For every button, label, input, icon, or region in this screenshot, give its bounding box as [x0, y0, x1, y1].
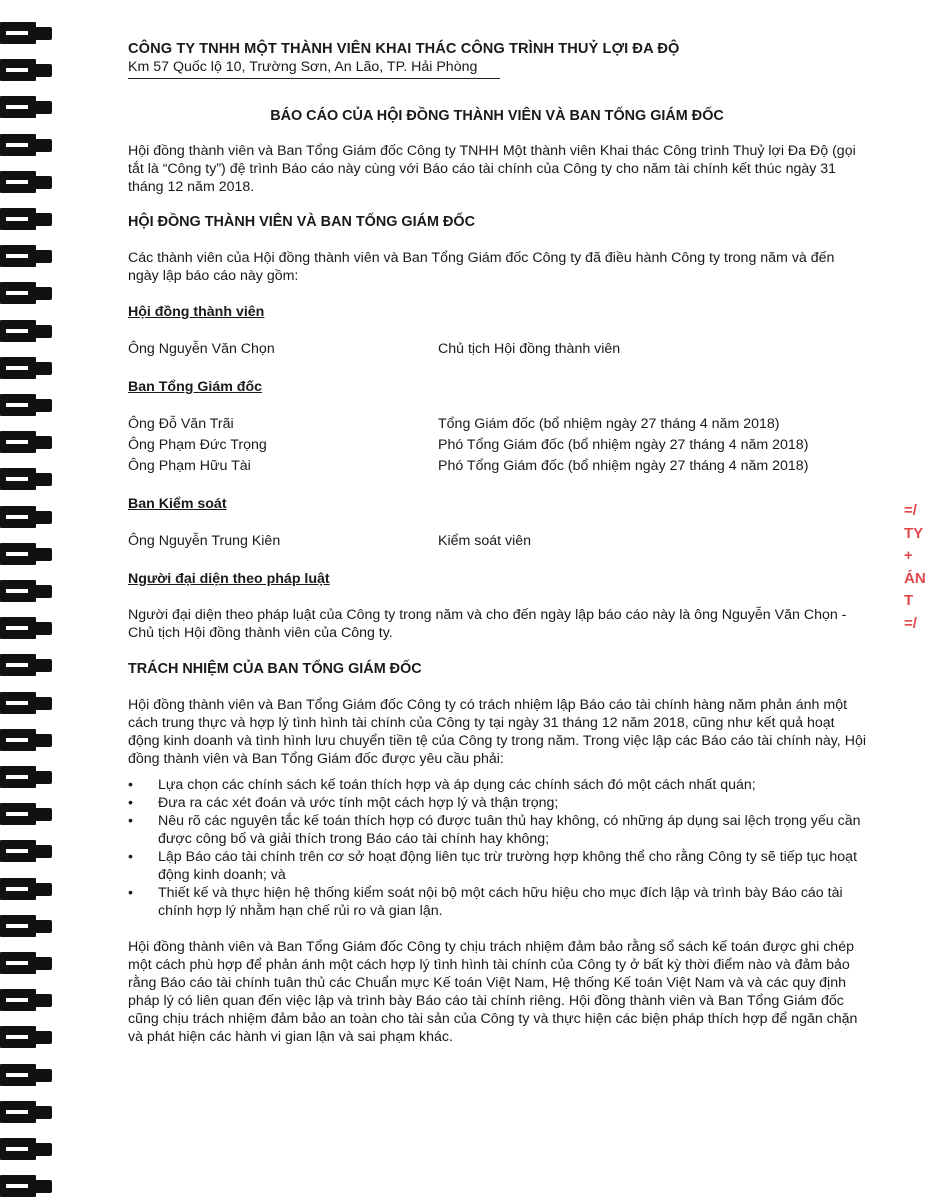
member-role: Kiểm soát viên	[438, 533, 532, 549]
member-role: Tổng Giám đốc (bổ nhiệm ngày 27 tháng 4 năm 2018)	[438, 416, 780, 432]
binding-ring	[0, 96, 52, 118]
binding-ring	[0, 580, 52, 602]
member-row	[128, 456, 866, 477]
member-name: Ông Phạm Hữu Tài	[128, 458, 251, 474]
company-name: CÔNG TY TNHH MỘT THÀNH VIÊN KHAI THÁC CÔNG TRÌNH THUỶ LỢI ĐA ĐỘ	[128, 41, 680, 57]
list-item	[128, 794, 866, 812]
binding-ring	[0, 282, 52, 304]
member-name: Ông Nguyễn Trung Kiên	[128, 533, 281, 549]
stamp-text: T	[904, 592, 914, 609]
management-heading: Ban Tổng Giám đốc	[128, 379, 262, 395]
duty-text: Đưa ra các xét đoán và ước tính một cách hợp lý và thận trọng;	[158, 795, 559, 811]
red-stamp-fragment	[904, 500, 927, 670]
bullet-icon: •	[128, 813, 133, 829]
binding-ring	[0, 59, 52, 81]
intro-paragraph: Hội đồng thành viên và Ban Tổng Giám đốc Công ty TNHH Một thành viên Khai thác Công trình Thuỷ lợi Đa Độ (gọi tắt là “Công ty”) đệ trình Báo cáo này cùng với Báo cáo tài chính của Công ty cho năm tài chính kết thúc ngày 31 tháng 12 năm 2018.	[128, 143, 856, 195]
binding-ring	[0, 692, 52, 714]
binding-ring	[0, 1138, 52, 1160]
binding-ring	[0, 394, 52, 416]
responsibility-heading: TRÁCH NHIỆM CỦA BAN TỔNG GIÁM ĐỐC	[128, 661, 422, 677]
board-member-list	[128, 339, 866, 360]
supervisory-member-list	[128, 531, 866, 552]
binding-ring	[0, 1101, 52, 1123]
members-intro: Các thành viên của Hội đồng thành viên và Ban Tổng Giám đốc Công ty đã điều hành Công ty trong năm và đến ngày lập báo cáo này gồm:	[128, 250, 835, 284]
member-name: Ông Phạm Đức Trọng	[128, 437, 267, 453]
list-item	[128, 776, 866, 794]
supervisory-heading: Ban Kiểm soát	[128, 496, 227, 512]
binding-ring	[0, 1026, 52, 1048]
header-rule	[128, 78, 500, 79]
member-role: Phó Tổng Giám đốc (bổ nhiệm ngày 27 tháng 4 năm 2018)	[438, 458, 809, 474]
binding-ring	[0, 245, 52, 267]
duty-text: Nêu rõ các nguyên tắc kế toán thích hợp có được tuân thủ hay không, có những áp dụng sai lệch trọng yếu cần được công bố và giải thích trong Báo cáo tài chính hay không;	[158, 813, 861, 847]
binding-ring	[0, 915, 52, 937]
binding-ring	[0, 617, 52, 639]
list-item	[128, 848, 866, 884]
legal-rep-paragraph: Người đại diện theo pháp luật của Công ty trong năm và cho đến ngày lập báo cáo này là ông Nguyễn Văn Chọn - Chủ tịch Hội đồng thành viên của Công ty.	[128, 607, 847, 641]
list-item	[128, 812, 866, 848]
duty-text: Lựa chọn các chính sách kế toán thích hợp và áp dụng các chính sách đó một cách nhất quán;	[158, 777, 756, 793]
member-name: Ông Nguyễn Văn Chọn	[128, 341, 275, 357]
legal-rep-heading: Người đại diện theo pháp luật	[128, 571, 330, 587]
binding-ring	[0, 729, 52, 751]
duties-list	[128, 776, 866, 920]
stamp-text: ÁN	[904, 569, 926, 587]
binding-ring	[0, 208, 52, 230]
member-role: Chủ tịch Hội đồng thành viên	[438, 341, 621, 357]
duty-text: Thiết kế và thực hiện hệ thống kiểm soát nội bộ một cách hữu hiệu cho mục đích lập và trình bày Báo cáo tài chính hợp lý nhằm hạn chế rủi ro và gian lận.	[158, 885, 843, 919]
binding-ring	[0, 320, 52, 342]
binding-ring	[0, 431, 52, 453]
member-name: Ông Đỗ Văn Trãi	[128, 416, 234, 432]
binding-ring	[0, 654, 52, 676]
binding-ring	[0, 171, 52, 193]
member-row	[128, 339, 866, 360]
binding-ring	[0, 803, 52, 825]
board-heading: Hội đồng thành viên	[128, 304, 265, 320]
bullet-icon: •	[128, 849, 133, 865]
stamp-text: +	[904, 547, 913, 564]
member-row	[128, 531, 866, 552]
list-item	[128, 884, 866, 920]
binding-ring	[0, 506, 52, 528]
binding-ring	[0, 840, 52, 862]
stamp-text: =/	[904, 614, 917, 632]
binding-ring	[0, 952, 52, 974]
report-page	[128, 40, 866, 1046]
binding-ring	[0, 1175, 52, 1197]
stamp-text: =/	[904, 502, 917, 519]
spiral-binding	[0, 0, 58, 1200]
stamp-text: TY	[904, 524, 924, 542]
report-title: BÁO CÁO CỦA HỘI ĐỒNG THÀNH VIÊN VÀ BAN TỔNG GIÁM ĐỐC	[270, 108, 724, 124]
responsibility-intro: Hội đồng thành viên và Ban Tổng Giám đốc Công ty có trách nhiệm lập Báo cáo tài chính hàng năm phản ánh một cách trung thực và hợp lý tình hình tài chính của Công ty tại ngày 31 tháng 12 năm 2018, cũng như kết quả hoạt động kinh doanh và tình hình lưu chuyển tiền tệ của Công ty trong năm. Trong việc lập các Báo cáo tài chính này, Hội đồng thành viên và Ban Tổng Giám đốc được yêu cầu phải:	[128, 697, 866, 767]
binding-ring	[0, 468, 52, 490]
member-row	[128, 435, 866, 456]
binding-ring	[0, 1064, 52, 1086]
duty-text: Lập Báo cáo tài chính trên cơ sở hoạt động liên tục trừ trường hợp không thể cho rằng Công ty sẽ tiếp tục hoạt động kinh doanh; và	[158, 849, 858, 883]
company-address: Km 57 Quốc lộ 10, Trường Sơn, An Lão, TP. Hải Phòng	[128, 59, 478, 75]
bullet-icon: •	[128, 795, 133, 811]
binding-ring	[0, 989, 52, 1011]
member-role: Phó Tổng Giám đốc (bổ nhiệm ngày 27 tháng 4 năm 2018)	[438, 437, 809, 453]
binding-ring	[0, 766, 52, 788]
bullet-icon: •	[128, 777, 133, 793]
management-member-list	[128, 414, 866, 477]
responsibility-closing: Hội đồng thành viên và Ban Tổng Giám đốc Công ty chịu trách nhiệm đảm bảo rằng sổ sách kế toán được ghi chép một cách phù hợp để phản ánh một cách hợp lý tình hình tài chính của Công ty ở bất kỳ thời điểm nào và đảm bảo rằng Báo cáo tài chính tuân thủ các Chuẩn mực Kế toán Việt Nam, Hệ thống Kế toán Việt Nam và và các quy định pháp lý có liên quan đến việc lập và trình bày Báo cáo tài chính riêng. Hội đồng thành viên và Ban Tổng Giám đốc cũng chịu trách nhiệm đảm bảo an toàn cho tài sản của Công ty và thực hiện các biện pháp thích hợp để ngăn chặn và phát hiện các hành vi gian lận và sai phạm khác.	[128, 939, 858, 1045]
binding-ring	[0, 134, 52, 156]
member-row	[128, 414, 866, 435]
bullet-icon: •	[128, 885, 133, 901]
binding-ring	[0, 878, 52, 900]
members-heading: HỘI ĐỒNG THÀNH VIÊN VÀ BAN TỔNG GIÁM ĐỐC	[128, 214, 475, 230]
binding-ring	[0, 357, 52, 379]
binding-ring	[0, 22, 52, 44]
binding-ring	[0, 543, 52, 565]
